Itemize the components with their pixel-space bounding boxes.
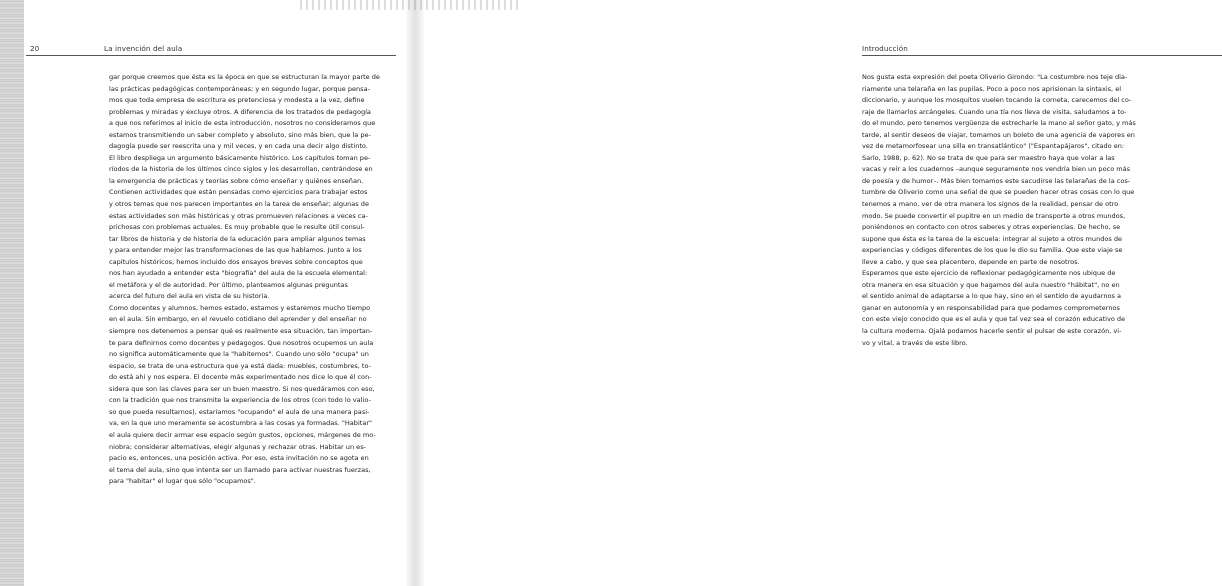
text-line: con este viejo conocido que es el aula y que tal vez sea el corazón educativo de [862, 315, 1126, 324]
text-line: tumbre de Oliverio como una señal de que se pueden hacer otras cosas con lo que [862, 188, 1135, 197]
text-line: en el aula. Sin embargo, en el revuelo cotidiano del aprender y del enseñar no [109, 315, 367, 324]
text-line: pacio es, entonces, una posición activa. Por eso, esta invitación no se agota en [109, 454, 369, 463]
right-body-text [862, 72, 1172, 349]
text-line: El libro despliega un argumento básicamente histórico. Los capítulos toman pe- [109, 153, 371, 162]
text-line: te para definirnos como docentes y pedagogos. Que nosotros ocupemos un aula [109, 338, 374, 347]
text-line: con la tradición que nos transmite la experiencia de los otros (con todo lo valio- [109, 396, 371, 405]
text-line: Contienen actividades que están pensadas como ejercicios para trabajar estos [109, 188, 368, 197]
text-line: Nos gusta esta expresión del poeta Oliverio Girondo: "La costumbre nos teje dia- [862, 73, 1128, 81]
text-line: lleve a cabo, y que sea placentero, depende en parte de nosotros. [862, 257, 1080, 266]
left-page-number: 20 [30, 44, 40, 53]
text-line: Como docentes y alumnos, hemos estado, estamos y estaremos mucho tiempo [109, 303, 371, 312]
text-line: tarde, al sentir deseos de viajar, tomamos un boleto de una agencia de vapores en [862, 130, 1135, 139]
text-line: nos han ayudado a entender esta "biografía" del aula de la escuela elemental: [109, 269, 368, 278]
text-line: de poesía y de humor–. Más bien tomamos este sacudirse las telarañas de la cos- [862, 176, 1131, 185]
left-header-rule [26, 55, 396, 56]
left-page [0, 0, 414, 586]
text-line: mos que toda empresa de escritura es pretenciosa y modesta a la vez, define [109, 96, 365, 105]
text-line: poniéndonos en contacto con otros saberes y otras experiencias. De hecho, se [862, 223, 1121, 232]
text-line: capítulos históricos, hemos incluido dos ensayos breves sobre conceptos que [109, 257, 363, 266]
text-line: ríodos de la historia de los últimos cinco siglos y los desarrollan, centrándose en [109, 165, 373, 174]
text-line: otra manera en esa situación y que hagamos del aula nuestro "hábitat", no en [862, 280, 1120, 289]
text-line: diccionario, y aunque los mosquitos vuelen tocando la corneta, carecemos del co- [862, 96, 1132, 105]
text-line: so que pueda resultarnos), estaríamos "ocupando" el aula de una manera pasi- [109, 407, 370, 416]
right-page [414, 0, 1136, 586]
text-line: a que nos referimos al inicio de esta introducción, nosotros no consideramos que [109, 119, 376, 128]
text-line: la cultura moderna. Ojalá podamos hacerle sentir el pulsar de este corazón, vi- [862, 327, 1122, 336]
text-line: do está ahí y nos espera. El docente más experimentado nos dice lo que él con- [109, 373, 372, 382]
scan-top-smudge [300, 0, 520, 10]
right-running-head: Introducción [862, 44, 908, 53]
text-line: gar porque creemos que ésta es la época en que se estructuran la mayor parte de [109, 73, 380, 81]
text-line: Esperamos que este ejercicio de reflexionar pedagógicamente nos ubique de [862, 269, 1116, 278]
text-line: acerca del futuro del aula en vista de su historia. [109, 292, 270, 301]
text-line: experiencias y códigos diferentes de los que le dio su familia. Que este viaje se [862, 246, 1123, 255]
text-line: siempre nos detenemos a pensar qué es realmente esa situación, tan importan- [109, 327, 373, 336]
text-line: vacas y reír a los cuadernos –aunque seguramente nos vendría bien un poco más [862, 165, 1131, 174]
text-line: vez de metamorfosear una silla en transatlántico" ("Espantapájaros", citado en: [862, 142, 1125, 151]
text-line: niobra; considerar alternativas, elegir algunas y rechazar otras. Habitar un es- [109, 442, 366, 451]
book-gutter [406, 0, 424, 586]
text-line: raje de llamarlos arcángeles. Cuando una tía nos lleva de visita, saludamos a to- [862, 107, 1127, 116]
text-line: va, en la que uno meramente se acostumbra a las cosas ya formadas. "Habitar" [109, 419, 373, 428]
text-line: prichosas con problemas actuales. Es muy probable que le resulte útil consul- [109, 223, 365, 232]
text-line: no significa automáticamente que la "habitemos". Cuando uno sólo "ocupa" un [109, 350, 369, 359]
text-line: el tema del aula, sino que intenta ser un llamado para activar nuestras fuerzas, [109, 465, 371, 474]
text-line: tar libros de historia y de historia de la educación para ampliar algunos temas [109, 234, 366, 243]
text-line: el metáfora y el de autoridad. Por último, planteamos algunas preguntas [109, 280, 348, 289]
text-line: las prácticas pedagógicas contemporáneas; y en segundo lugar, porque pensa- [109, 84, 370, 93]
text-line: y para entender mejor las transformaciones de las que hablamos. Junto a los [109, 246, 362, 255]
text-line: estamos transmitiendo un saber completo y absoluto, sino más bien, que la pe- [109, 130, 371, 139]
text-line: la emergencia de prácticas y teorías sobre cómo enseñar y quiénes enseñan. [109, 176, 364, 185]
left-running-head: La invención del aula [104, 44, 183, 53]
text-line: para "habitar" el lugar que sólo "ocupamos". [109, 477, 256, 486]
text-line: tenemos a mano, ver de otra manera los signos de la realidad, pensar de otro [862, 200, 1119, 209]
text-line: Sarlo, 1988, p. 62). No se trata de que para ser maestro haya que volar a las [862, 153, 1115, 162]
text-line: el sentido animal de adaptarse a lo que hay, sino en el sentido de ayudarnos a [862, 292, 1121, 301]
left-body-text [109, 72, 385, 488]
text-line: do el mundo, pero tenemos vergüenza de estrecharle la mano al señor gato, y más [862, 119, 1136, 128]
text-line: riamente una telaraña en las pupilas. Poco a poco nos aprisionan la sintaxis, el [862, 84, 1122, 93]
text-line: problemas y miradas y excluye otros. A diferencia de los tratados de pedagogía [109, 107, 371, 116]
text-line: vo y vital, a través de este libro. [862, 338, 968, 347]
text-line: sidera que son las claves para ser un buen maestro. Si nos quedáramos con eso, [109, 384, 375, 393]
text-line: modo. Se puede convertir el pupitre en un medio de transporte a otros mundos, [862, 211, 1126, 220]
text-line: dagogía puede ser reescrita una y mil veces, y en cada una decir algo distinto. [109, 142, 368, 151]
scan-edge-shadow [0, 0, 24, 586]
text-line: ganar en autonomía y en responsabilidad para que podamos comprometernos [862, 303, 1120, 312]
text-line: supone que ésta es la tarea de la escuela: integrar al sujeto a otros mundos de [862, 234, 1123, 243]
text-line: estas actividades son más históricas y otras promueven relaciones a veces ca- [109, 211, 368, 220]
text-line: el aula quiere decir armar ese espacio según gustos, opciones, márgenes de mo- [109, 430, 376, 439]
right-header-rule [862, 55, 1222, 56]
text-line: espacio, se trata de una estructura que ya está dada: muebles, costumbres, to- [109, 361, 371, 370]
text-line: y otros temas que nos parecen importantes en la tarea de enseñar; algunas de [109, 200, 369, 209]
